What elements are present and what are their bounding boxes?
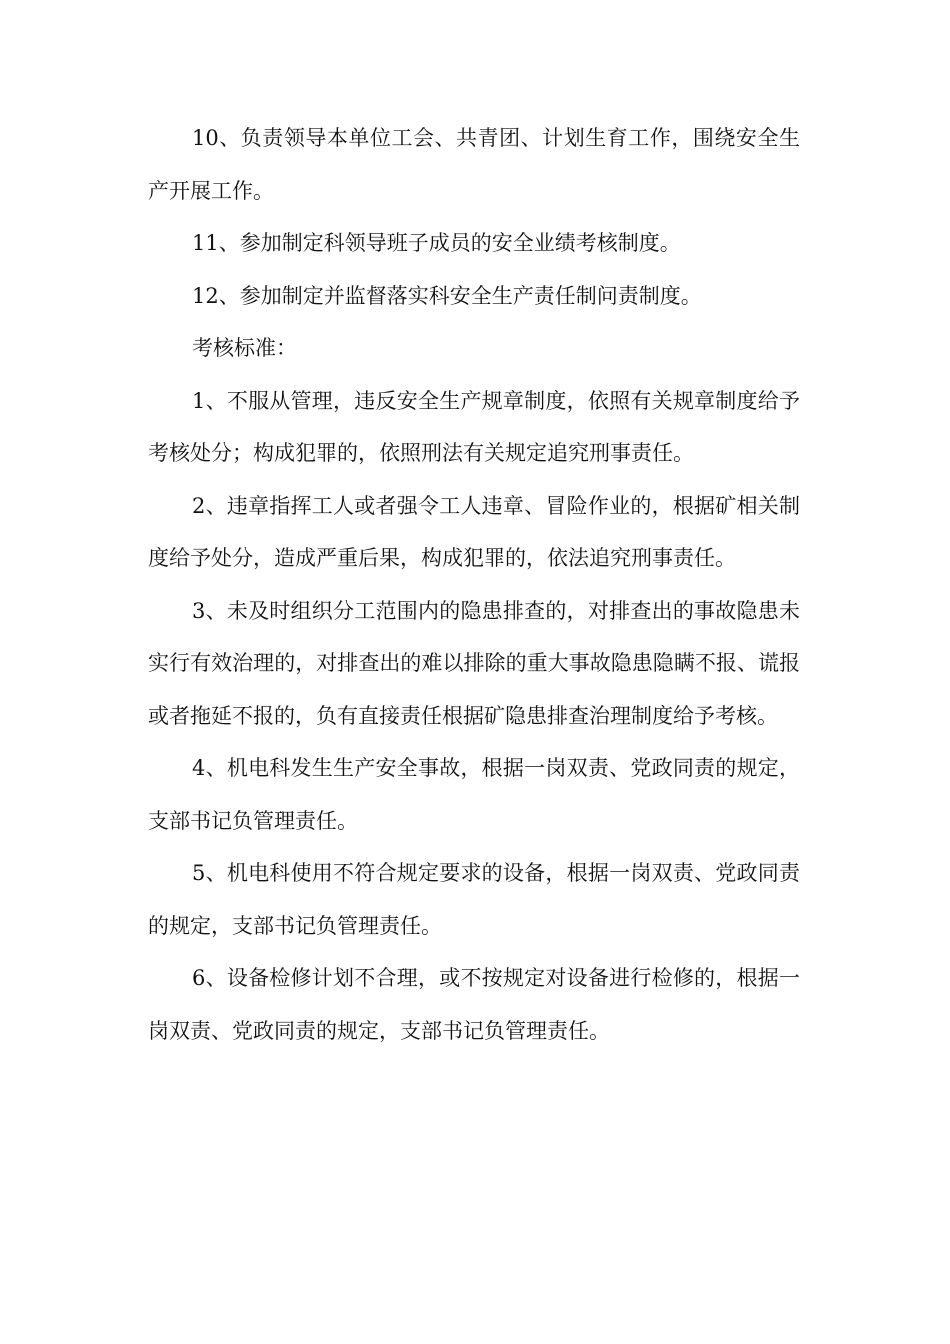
standard-item-1: 1、不服从管理，违反安全生产规章制度，依照有关规章制度给予考核处分；构成犯罪的，依照刑法有关规定追究刑事责任。	[148, 388, 800, 465]
standard-item-6: 6、设备检修计划不合理，或不按规定对设备进行检修的，根据一岗双责、党政同责的规定，支部书记负管理责任。	[148, 966, 800, 1043]
assessment-standard-heading: 考核标准：	[192, 336, 297, 360]
standard-item-4: 4、机电科发生生产安全事故，根据一岗双责、党政同责的规定，支部书记负管理责任。	[148, 756, 800, 833]
paragraph-item-11: 11、参加制定科领导班子成员的安全业绩考核制度。	[192, 231, 681, 255]
paragraph-item-12: 12、参加制定并监督落实科安全生产责任制问责制度。	[192, 283, 702, 308]
standard-item-3: 3、未及时组织分工范围内的隐患排查的，对排查出的事故隐患未实行有效治理的，对排查出的难以排除的重大事故隐患隐瞒不报、谎报或者拖延不报的，负有直接责任根据矿隐患排查治理制度给予考核。	[148, 598, 800, 728]
standard-item-2: 2、违章指挥工人或者强令工人违章、冒险作业的，根据矿相关制度给予处分，造成严重后果，构成犯罪的，依法追究刑事责任。	[148, 493, 800, 570]
paragraph-item-10: 10、负责领导本单位工会、共青团、计划生育工作，围绕安全生产开展工作。	[148, 126, 800, 203]
standard-item-5: 5、机电科使用不符合规定要求的设备，根据一岗双责、党政同责的规定，支部书记负管理责任。	[148, 861, 800, 938]
document-body	[148, 112, 800, 1057]
